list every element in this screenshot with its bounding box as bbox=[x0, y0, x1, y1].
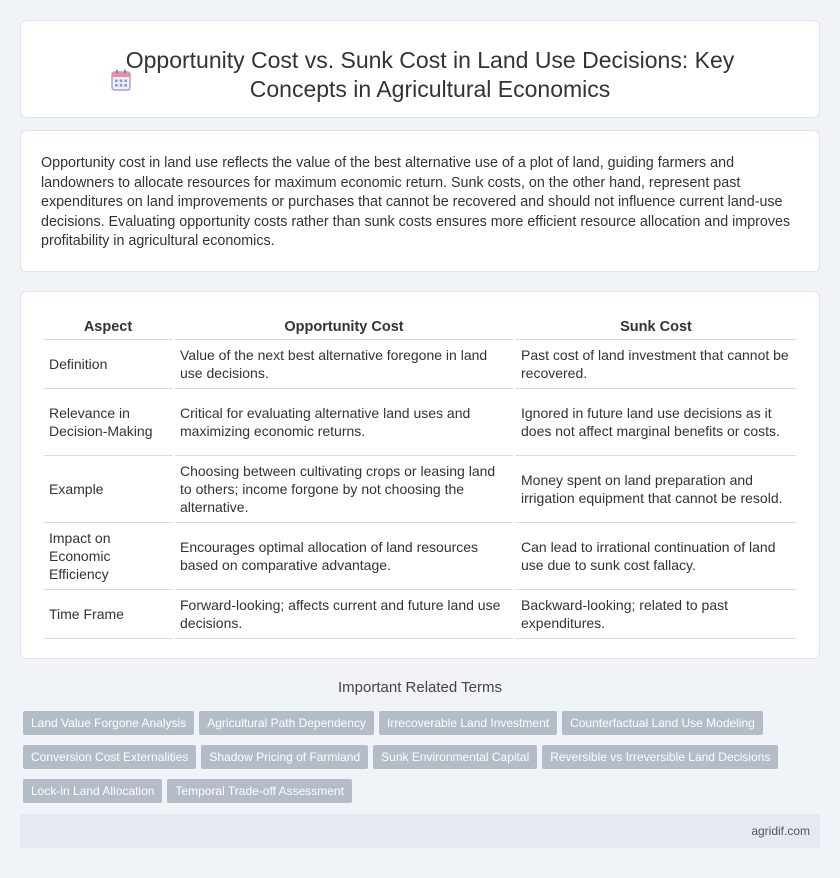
related-term-tag[interactable]: Shadow Pricing of Farmland bbox=[201, 745, 368, 769]
header-opportunity-cost: Opportunity Cost bbox=[175, 314, 513, 340]
related-term-tag[interactable]: Conversion Cost Externalities bbox=[23, 745, 196, 769]
cell-aspect: Definition bbox=[44, 340, 172, 389]
cell-aspect: Example bbox=[44, 456, 172, 523]
cell-sunk-cost: Past cost of land investment that cannot be recovered. bbox=[516, 340, 796, 389]
cell-sunk-cost: Money spent on land preparation and irrigation equipment that cannot be resold. bbox=[516, 456, 796, 523]
related-term-tag[interactable]: Temporal Trade-off Assessment bbox=[167, 779, 352, 803]
cell-aspect: Time Frame bbox=[44, 590, 172, 639]
table-row bbox=[44, 590, 796, 639]
intro-paragraph: Opportunity cost in land use reflects the value of the best alternative use of a plot of land, guiding farmers and landowners to allocate resources for maximum economic return. Sunk costs, on the other hand, represent past expenditures on land improvements or purchases that cannot be recovered and should not influence current land-use decisions. Evaluating opportunity costs rather than sunk costs ensures more efficient resource allocation and improves profitability in agricultural economics. bbox=[41, 155, 791, 250]
table-row bbox=[44, 340, 796, 389]
related-term-tag[interactable]: Reversible vs Irreversible Land Decisions bbox=[542, 745, 778, 769]
cell-opportunity-cost: Encourages optimal allocation of land resources based on comparative advantage. bbox=[175, 523, 513, 590]
table-header-row bbox=[44, 314, 796, 340]
header-sunk-cost: Sunk Cost bbox=[516, 314, 796, 340]
comparison-table-card bbox=[20, 291, 820, 659]
footer bbox=[20, 814, 820, 848]
table-row bbox=[44, 523, 796, 590]
header-card bbox=[20, 20, 820, 118]
related-term-tag[interactable]: Sunk Environmental Capital bbox=[373, 745, 537, 769]
footer-site-link[interactable]: agridif.com bbox=[751, 824, 810, 838]
cell-opportunity-cost: Value of the next best alternative foregone in land use decisions. bbox=[175, 340, 513, 389]
related-term-tag[interactable]: Land Value Forgone Analysis bbox=[23, 711, 194, 735]
cell-aspect: Relevance in Decision-Making bbox=[44, 389, 172, 456]
cell-aspect: Impact on Economic Efficiency bbox=[44, 523, 172, 590]
related-term-tag[interactable]: Counterfactual Land Use Modeling bbox=[562, 711, 763, 735]
cell-opportunity-cost: Forward-looking; affects current and future land use decisions. bbox=[175, 590, 513, 639]
cell-sunk-cost: Can lead to irrational continuation of land use due to sunk cost fallacy. bbox=[516, 523, 796, 590]
page-title: Opportunity Cost vs. Sunk Cost in Land Use Decisions: Key Concepts in Agricultural Economics bbox=[125, 47, 735, 102]
cell-opportunity-cost: Choosing between cultivating crops or leasing land to others; income forgone by not choosing the alternative. bbox=[175, 456, 513, 523]
table-row bbox=[44, 456, 796, 523]
intro-card bbox=[20, 130, 820, 272]
cell-sunk-cost: Ignored in future land use decisions as it does not affect marginal benefits or costs. bbox=[516, 389, 796, 456]
cell-sunk-cost: Backward-looking; related to past expenditures. bbox=[516, 590, 796, 639]
cell-opportunity-cost: Critical for evaluating alternative land uses and maximizing economic returns. bbox=[175, 389, 513, 456]
related-terms-title: Important Related Terms bbox=[338, 679, 502, 696]
related-terms-list bbox=[23, 711, 823, 813]
table-row bbox=[44, 389, 796, 456]
related-term-tag[interactable]: Agricultural Path Dependency bbox=[199, 711, 374, 735]
related-term-tag[interactable]: Lock-in Land Allocation bbox=[23, 779, 162, 803]
comparison-table bbox=[41, 314, 799, 639]
header-aspect: Aspect bbox=[44, 314, 172, 340]
related-term-tag[interactable]: Irrecoverable Land Investment bbox=[379, 711, 557, 735]
